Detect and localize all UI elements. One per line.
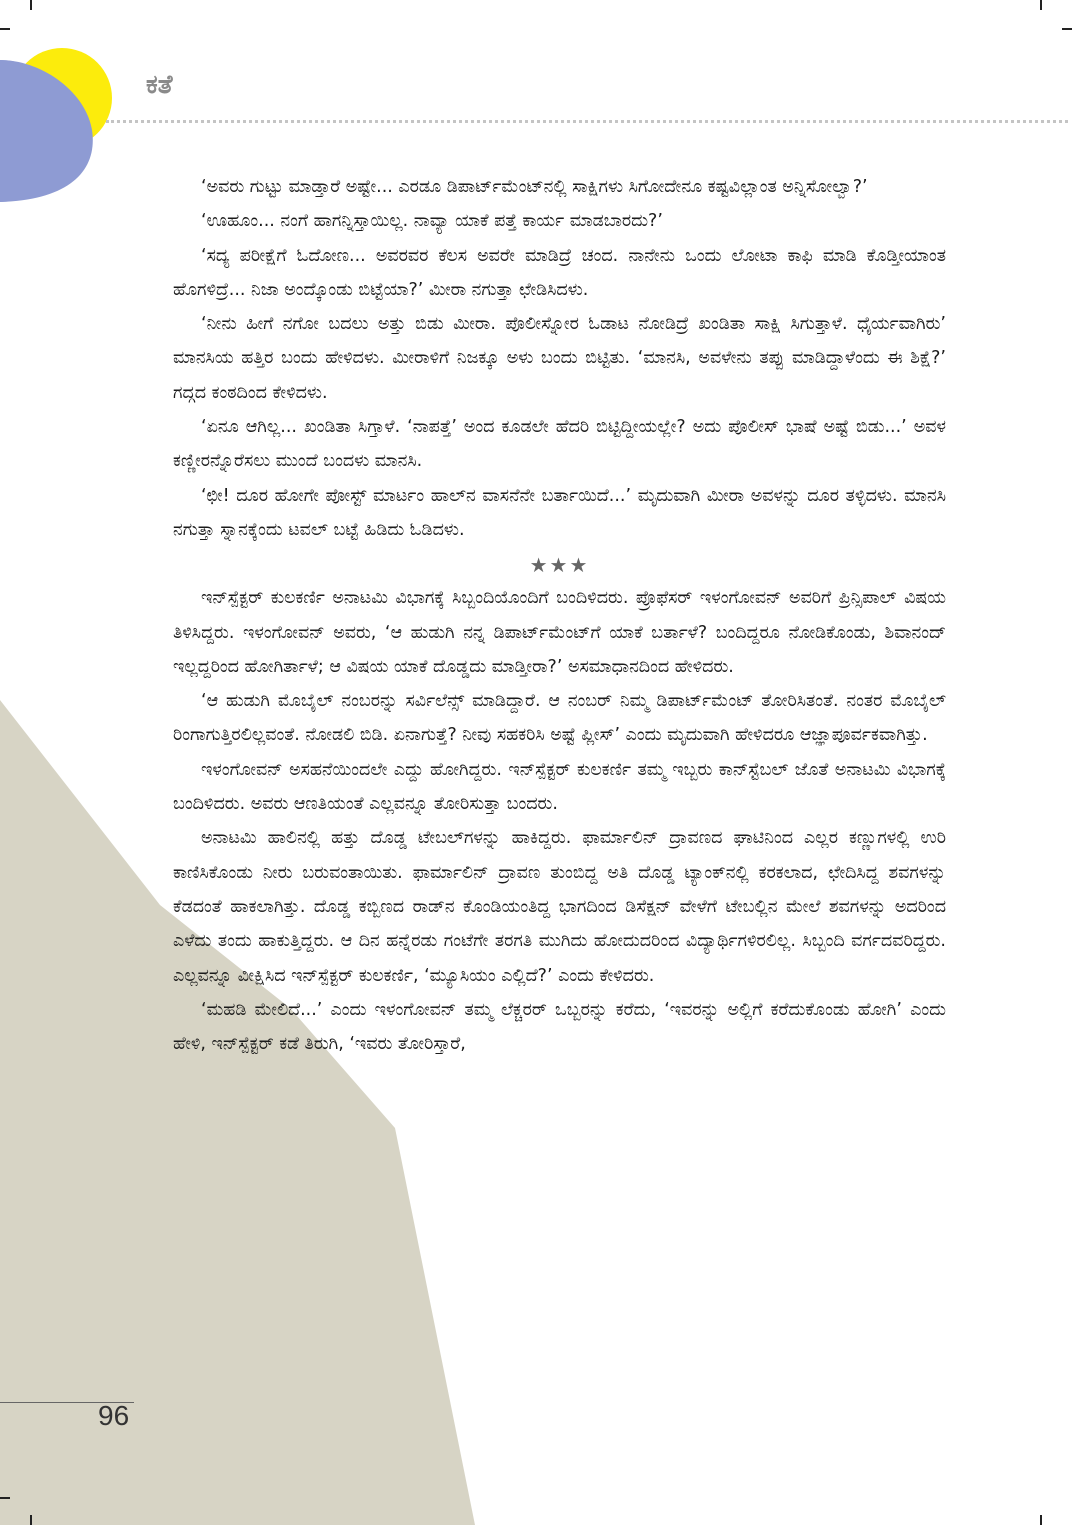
crop-mark: [0, 1497, 10, 1499]
paragraph: ‘ಮಹಡಿ ಮೇಲಿದೆ...’ ಎಂದು ಇಳಂಗೋವನ್ ತಮ್ಮ ಲೆಕ್ಚರರ್ ಒಬ್ಬರನ್ನು ಕರೆದು, ‘ಇವರನ್ನು ಅಲ್ಲಿಗೆ ಕರೆದುಕೊಂಡು ಹೋಗಿ’ ಎಂದು ಹೇಳಿ, ಇನ್‌ಸ್ಪೆಕ್ಟರ್ ಕಡೆ ತಿರುಗಿ, ‘ಇವರು ತೋರಿಸ್ತಾರೆ,: [173, 999, 946, 1055]
crop-mark: [1040, 0, 1042, 10]
story-text: [173, 170, 946, 1061]
header-dotted-rule: [106, 120, 1068, 123]
paragraph: ‘ಸದ್ಯ ಪರೀಕ್ಷೆಗೆ ಓದೋಣ... ಅವರವರ ಕೆಲಸ ಅವರೇ ಮಾಡಿದ್ರೆ ಚಂದ. ನಾನೇನು ಒಂದು ಲೋಟಾ ಕಾಫಿ ಮಾಡಿ ಕೊಡ್ತೀಯಾಂತ ಹೊಗಳಿದ್ರೆ... ನಿಜಾ ಅಂದ್ಕೊಂಡು ಬಿಟ್ಟೆಯಾ?’ ಮೀರಾ ನಗುತ್ತಾ ಛೇಡಿಸಿದಳು.: [173, 245, 946, 300]
crop-mark: [0, 28, 10, 30]
crop-mark: [30, 0, 32, 10]
section-break-stars: ★★★: [529, 553, 590, 578]
paragraph: ‘ಆ ಹುಡುಗಿ ಮೊಬೈಲ್ ನಂಬರನ್ನು ಸರ್ವಿಲೆನ್ಸ್ ಮಾಡಿದ್ದಾರೆ. ಆ ನಂಬರ್ ನಿಮ್ಮ ಡಿಪಾರ್ಟ್‌ಮೆಂಟ್ ತೋರಿಸಿತಂತೆ. ನಂತರ ಮೊಬೈಲ್ ರಿಂಗಾಗುತ್ತಿರಲಿಲ್ಲವಂತೆ. ನೋಡಲಿ ಬಿಡಿ. ಏನಾಗುತ್ತೆ? ನೀವು ಸಹಕರಿಸಿ ಅಷ್ಟೆ ಪ್ಲೀಸ್’ ಎಂದು ಮೃದುವಾಗಿ ಹೇಳಿದರೂ ಆಜ್ಞಾಪೂರ್ವಕವಾಗಿತ್ತು.: [173, 691, 946, 746]
paragraph: ‘ಊಹೂಂ... ನಂಗೆ ಹಾಗನ್ನಿಸ್ತಾಯಿಲ್ಲ. ನಾವ್ಯಾ ಯಾಕೆ ಪತ್ತೆ ಕಾರ್ಯ ಮಾಡಬಾರದು?’: [201, 211, 663, 232]
paragraph: ಇನ್‌ಸ್ಪೆಕ್ಟರ್ ಕುಲಕರ್ಣಿ ಅನಾಟಮಿ ವಿಭಾಗಕ್ಕೆ ಸಿಬ್ಬಂದಿಯೊಂದಿಗೆ ಬಂದಿಳಿದರು. ಪ್ರೊಫೆಸರ್ ಇಳಂಗೋವನ್ ಅವರಿಗೆ ಪ್ರಿನ್ಸಿಪಾಲ್ ವಿಷಯ ತಿಳಿಸಿದ್ದರು. ಇಳಂಗೋವನ್ ಅವರು, ‘ಆ ಹುಡುಗಿ ನನ್ನ ಡಿಪಾರ್ಟ್‌ಮೆಂಟ್‌ಗೆ ಯಾಕೆ ಬರ್ತಾಳೆ? ಬಂದಿದ್ದರೂ ನೋಡಿಕೊಂಡು, ಶಿವಾನಂದ್ ಇಲ್ಲದ್ದರಿಂದ ಹೋಗಿರ್ತಾಳೆ; ಆ ವಿಷಯ ಯಾಕೆ ದೊಡ್ಡದು ಮಾಡ್ತೀರಾ?’ ಅಸಮಾಧಾನದಿಂದ ಹೇಳಿದರು.: [173, 588, 946, 677]
paragraph: ‘ಛೀ! ದೂರ ಹೋಗೇ ಪೋಸ್ಟ್ ಮಾರ್ಟಂ ಹಾಲ್‌ನ ವಾಸನೆನೇ ಬರ್ತಾಯಿದೆ...’ ಮೃದುವಾಗಿ ಮೀರಾ ಅವಳನ್ನು ದೂರ ತಳ್ಳಿದಳು. ಮಾನಸಿ ನಗುತ್ತಾ ಸ್ನಾನಕ್ಕೆಂದು ಟವಲ್ ಬಟ್ಟೆ ಹಿಡಿದು ಓಡಿದಳು.: [173, 485, 946, 540]
crop-mark: [1062, 28, 1072, 30]
paragraph: ಇಳಂಗೋವನ್ ಅಸಹನೆಯಿಂದಲೇ ಎದ್ದು ಹೋಗಿದ್ದರು. ಇನ್‌ಸ್ಪೆಕ್ಟರ್ ಕುಲಕರ್ಣಿ ತಮ್ಮ ಇಬ್ಬರು ಕಾನ್‌ಸ್ಟೆಬಲ್ ಜೊತೆ ಅನಾಟಮಿ ವಿಭಾಗಕ್ಕೆ ಬಂದಿಳಿದರು. ಅವರು ಆಣತಿಯಂತೆ ಎಲ್ಲವನ್ನೂ ತೋರಿಸುತ್ತಾ ಬಂದರು.: [173, 759, 946, 815]
page-number: 96: [98, 1400, 130, 1431]
crop-mark: [30, 1515, 32, 1525]
crop-mark: [1040, 1515, 1042, 1525]
paragraph: ‘ಅವರು ಗುಟ್ಟು ಮಾಡ್ತಾರೆ ಅಷ್ಟೇ... ಎರಡೂ ಡಿಪಾರ್ಟ್‌ಮೆಂಟ್‌ನಲ್ಲಿ ಸಾಕ್ಷಿಗಳು ಸಿಗೋದೇನೂ ಕಷ್ಟವಿಲ್ಲಾಂತ ಅನ್ನಿಸೋಲ್ವಾ?’: [201, 177, 868, 197]
paragraph: ‘ಏನೂ ಆಗಿಲ್ಲ... ಖಂಡಿತಾ ಸಿಗ್ತಾಳೆ. ‘ನಾಪತ್ತೆ’ ಅಂದ ಕೂಡಲೇ ಹೆದರಿ ಬಿಟ್ಟಿದ್ದೀಯಲ್ಲೇ? ಅದು ಪೊಲೀಸ್ ಭಾಷೆ ಅಷ್ಟೆ ಬಿಡು...’ ಅವಳ ಕಣ್ಣೀರನ್ನೊರೆಸಲು ಮುಂದೆ ಬಂದಳು ಮಾನಸಿ.: [173, 417, 946, 472]
paragraph: ‘ನೀನು ಹೀಗೆ ನಗೋ ಬದಲು ಅತ್ತು ಬಿಡು ಮೀರಾ. ಪೊಲೀಸ್ನೋರ ಓಡಾಟ ನೋಡಿದ್ರೆ ಖಂಡಿತಾ ಸಾಕ್ಷಿ ಸಿಗುತ್ತಾಳೆ. ಧೈರ್ಯವಾಗಿರು’ ಮಾನಸಿಯ ಹತ್ತಿರ ಬಂದು ಹೇಳಿದಳು. ಮೀರಾಳಿಗೆ ನಿಜಕ್ಕೂ ಅಳು ಬಂದು ಬಿಟ್ಟಿತು. ‘ಮಾನಸಿ, ಅವಳೇನು ತಪ್ಪು ಮಾಡಿದ್ದಾಳೆಂದು ಈ ಶಿಕ್ಷೆ?’ ಗದ್ಗದ ಕಂಠದಿಂದ ಕೇಳಿದಳು.: [173, 314, 946, 403]
paragraph: ಅನಾಟಮಿ ಹಾಲಿನಲ್ಲಿ ಹತ್ತು ದೊಡ್ಡ ಟೇಬಲ್‌ಗಳನ್ನು ಹಾಕಿದ್ದರು. ಫಾರ್ಮಾಲಿನ್ ದ್ರಾವಣದ ಘಾಟಿನಿಂದ ಎಲ್ಲರ ಕಣ್ಣುಗಳಲ್ಲಿ ಉರಿ ಕಾಣಿಸಿಕೊಂಡು ನೀರು ಬರುವಂತಾಯಿತು. ಫಾರ್ಮಾಲಿನ್ ದ್ರಾವಣ ತುಂಬಿದ್ದ ಅತಿ ದೊಡ್ಡ ಟ್ಯಾಂಕ್‌ನಲ್ಲಿ ಕರಕಲಾದ, ಛೇದಿಸಿದ್ದ ಶವಗಳನ್ನು ಕೆಡದಂತೆ ಹಾಕಲಾಗಿತ್ತು. ದೊಡ್ಡ ಕಬ್ಬಿಣದ ರಾಡ್‌ನ ಕೊಂಡಿಯಂತಿದ್ದ ಭಾಗದಿಂದ ಡಿಸೆಕ್ಷನ್ ವೇಳೆಗೆ ಟೇಬಲ್ಲಿನ ಮೇಲೆ ಶವಗಳನ್ನು ಅದರಿಂದ ಎಳೆದು ತಂದು ಹಾಕುತ್ತಿದ್ದರು. ಆ ದಿನ ಹನ್ನೆರಡು ಗಂಟೆಗೇ ತರಗತಿ ಮುಗಿದು ಹೋದುದರಿಂದ ವಿದ್ಯಾರ್ಥಿಗಳಿರಲಿಲ್ಲ. ಸಿಬ್ಬಂದಿ ವರ್ಗದವರಿದ್ದರು. ಎಲ್ಲವನ್ನೂ ವೀಕ್ಷಿಸಿದ ಇನ್‌ಸ್ಪೆಕ್ಟರ್ ಕುಲಕರ್ಣಿ, ‘ಮ್ಯೂಸಿಯಂ ಎಲ್ಲಿದೆ?’ ಎಂದು ಕೇಳಿದರು.: [173, 828, 946, 986]
section-label: ಕತೆ: [146, 70, 173, 100]
